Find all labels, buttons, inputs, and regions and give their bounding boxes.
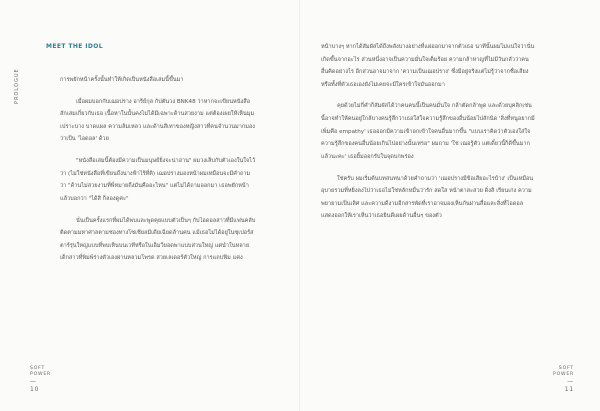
- page-number: 10: [30, 386, 40, 393]
- footer-line: POWER: [30, 372, 52, 377]
- footer-dash: —: [567, 378, 575, 385]
- right-footer: [553, 366, 574, 393]
- left-body-text: [60, 74, 256, 265]
- chapter-side-label: PROLOGUE: [14, 68, 20, 104]
- right-body-text: [321, 41, 535, 223]
- footer-line: SOFT: [558, 366, 575, 371]
- paragraph: คุยด้วยไม่กี่คำก็สัมผัสได้ว่าคนคนนี้เป็นคนมั่นใจ กล้าตัดกล้าพูด และด้วยบุคลิกเช่นนี้อาจทำให้คนอยู่ใกล้บางคนรู้สึกว่าเธอใส่ใจความรู้สึกของอื่นน้อยไปสักนิด 'สิ่งที่หนูอยากมีเพิ่มคือ empathy' เธอออกมีความเข้าอกเข้าใจคนอื่นมากขึ้น "แบบเราคิดว่าตัวเองใส่ใจความรู้สึกของคนอื่นน้อยเกินไปอย่างนั้นเหรอ" ผมถาม 'ใช่ เฌอรู้ตัว แต่เดี๋ยวนี้ก็ดีขึ้นมากแล้วนะคะ' เธอยิ้มออกรับในจุดบกพร่อง: [321, 103, 535, 160]
- paragraph: ใช่ครับ ผมเริ่มต้นบทสนทนาด้วยคำถามว่า 'เฌอปรางมีข้อเสียอะไรบ้าง' เป็นเหมือนอุบายรวมที่หยิ่งลงไปว่าเธอไม่ใช่หลักหมื่นว่ารัก สดใส หน้าตาสะสวย ดิ่งสิ เรียนเก่ง ความพยายามเป็นเลิศ และความดีงามอีกสารพัดที่เราอาจมองเห็นกันผ่านสื่อและสิ่งที่ไอดอลแสดงออกให้เราเห็นว่าเธอยินดีเผยด้านอื่นๆ ของตัว: [321, 175, 534, 220]
- footer-dash: —: [30, 378, 37, 385]
- footer-line: POWER: [553, 372, 575, 377]
- paragraph: นั่นเป็นครั้งแรกที่ผมได้พบและพูดคุยแบบตัวเป็นๆ กับไอดอลสาวที่มีแฟนคลับติดตามมหาศาลตามช่องทางโซเชียลมีเดียเฉียดล้านคน แม้เธอไม่ได้อยู่ในซุเปอร์สตาร์รุ่นใหญ่แบบที่พบเห็นบนเวทีหรือในเอ็มวียอดพาแบบส่วนใหญ่ แต่นำในหลายเด็กสาวที่พิมพ์ร่างตัวเองผ่านหลวมโพรด สวยเลเดอร์ตัวใหญ่ การแถบฟิม แค่ง: [60, 217, 256, 262]
- paragraph: เมื่อผมบอกกับเฌอปราง อารีย์กุล กัปตันวง BNK48 ว่าหากจะเขียนหนังสือสักเล่มเกี่ยวกับเธอ เนื้อหาในนั้นคงไม่ได้มีเฉพาะด้านสวยงาม แต่ต้องเผยให้เห็นมุมเปราะบาง บาดแผล ความล้มเหลว และด้านสีเทาของหญิงสาวที่คนจำนวนมากมองว่าเป็น 'ไอดอล' ด้วย: [60, 98, 256, 143]
- paragraph: หน้าบางๆ หากได้สัมผัสได้ถึงพลังบางอย่างที่แผ่ออกมาจากตัวเธอ นาทีนั้นผมไม่แน่ใจว่านั่นเกิดขึ้นจากอะไร ส่วนหนึ่งอาจเป็นความมั่นใจเต็มร้อย ความกล้าหาญที่ไม่มีวันกลัวว่าคนอื่นคิดอย่างไร อีกส่วนอาจมาจาก 'ความเป็นเฌอปราง' ซึ่งมีอยู่จริงแต่ไม่รู้ว่าจากชื่อเสียง หรือทั้งที่ตัวเธอเองยังไม่เคยจะมีใครเข้าใจมันออกมา: [321, 44, 535, 88]
- right-page: [300, 0, 600, 411]
- page-number: 11: [564, 386, 575, 393]
- section-title: MEET THE IDOL: [46, 43, 103, 50]
- paragraph: การพยักหน้าครั้งนั้นทำให้เกิดเป็นหนังสือเล่มนี้ขึ้นมา: [60, 77, 184, 83]
- paragraph: "หนังสือเล่มนี้ต้องมีความเป็นมนุษย์ยิ่งจะน่าอ่าน" ผมวงเล็บกับตัวเองในใจไว้ว่า (ไม่ใช่หนังสือที่เขียนถึงนางฟ้าไร้ที่ติ) เฌอปรางมองหน้าผมเหมือนจะมีคำถามว่า "ด้านไม่สวยงามที่พี่หมายถึงมันคืออะไหน" แต่ไม่ได้ถามออกมา เธอพยักหน้าแล้วบอกว่า "ได้สิ ก็ลองดูค่ะ": [60, 158, 256, 202]
- footer-line: SOFT: [30, 366, 46, 371]
- left-footer: [30, 366, 51, 393]
